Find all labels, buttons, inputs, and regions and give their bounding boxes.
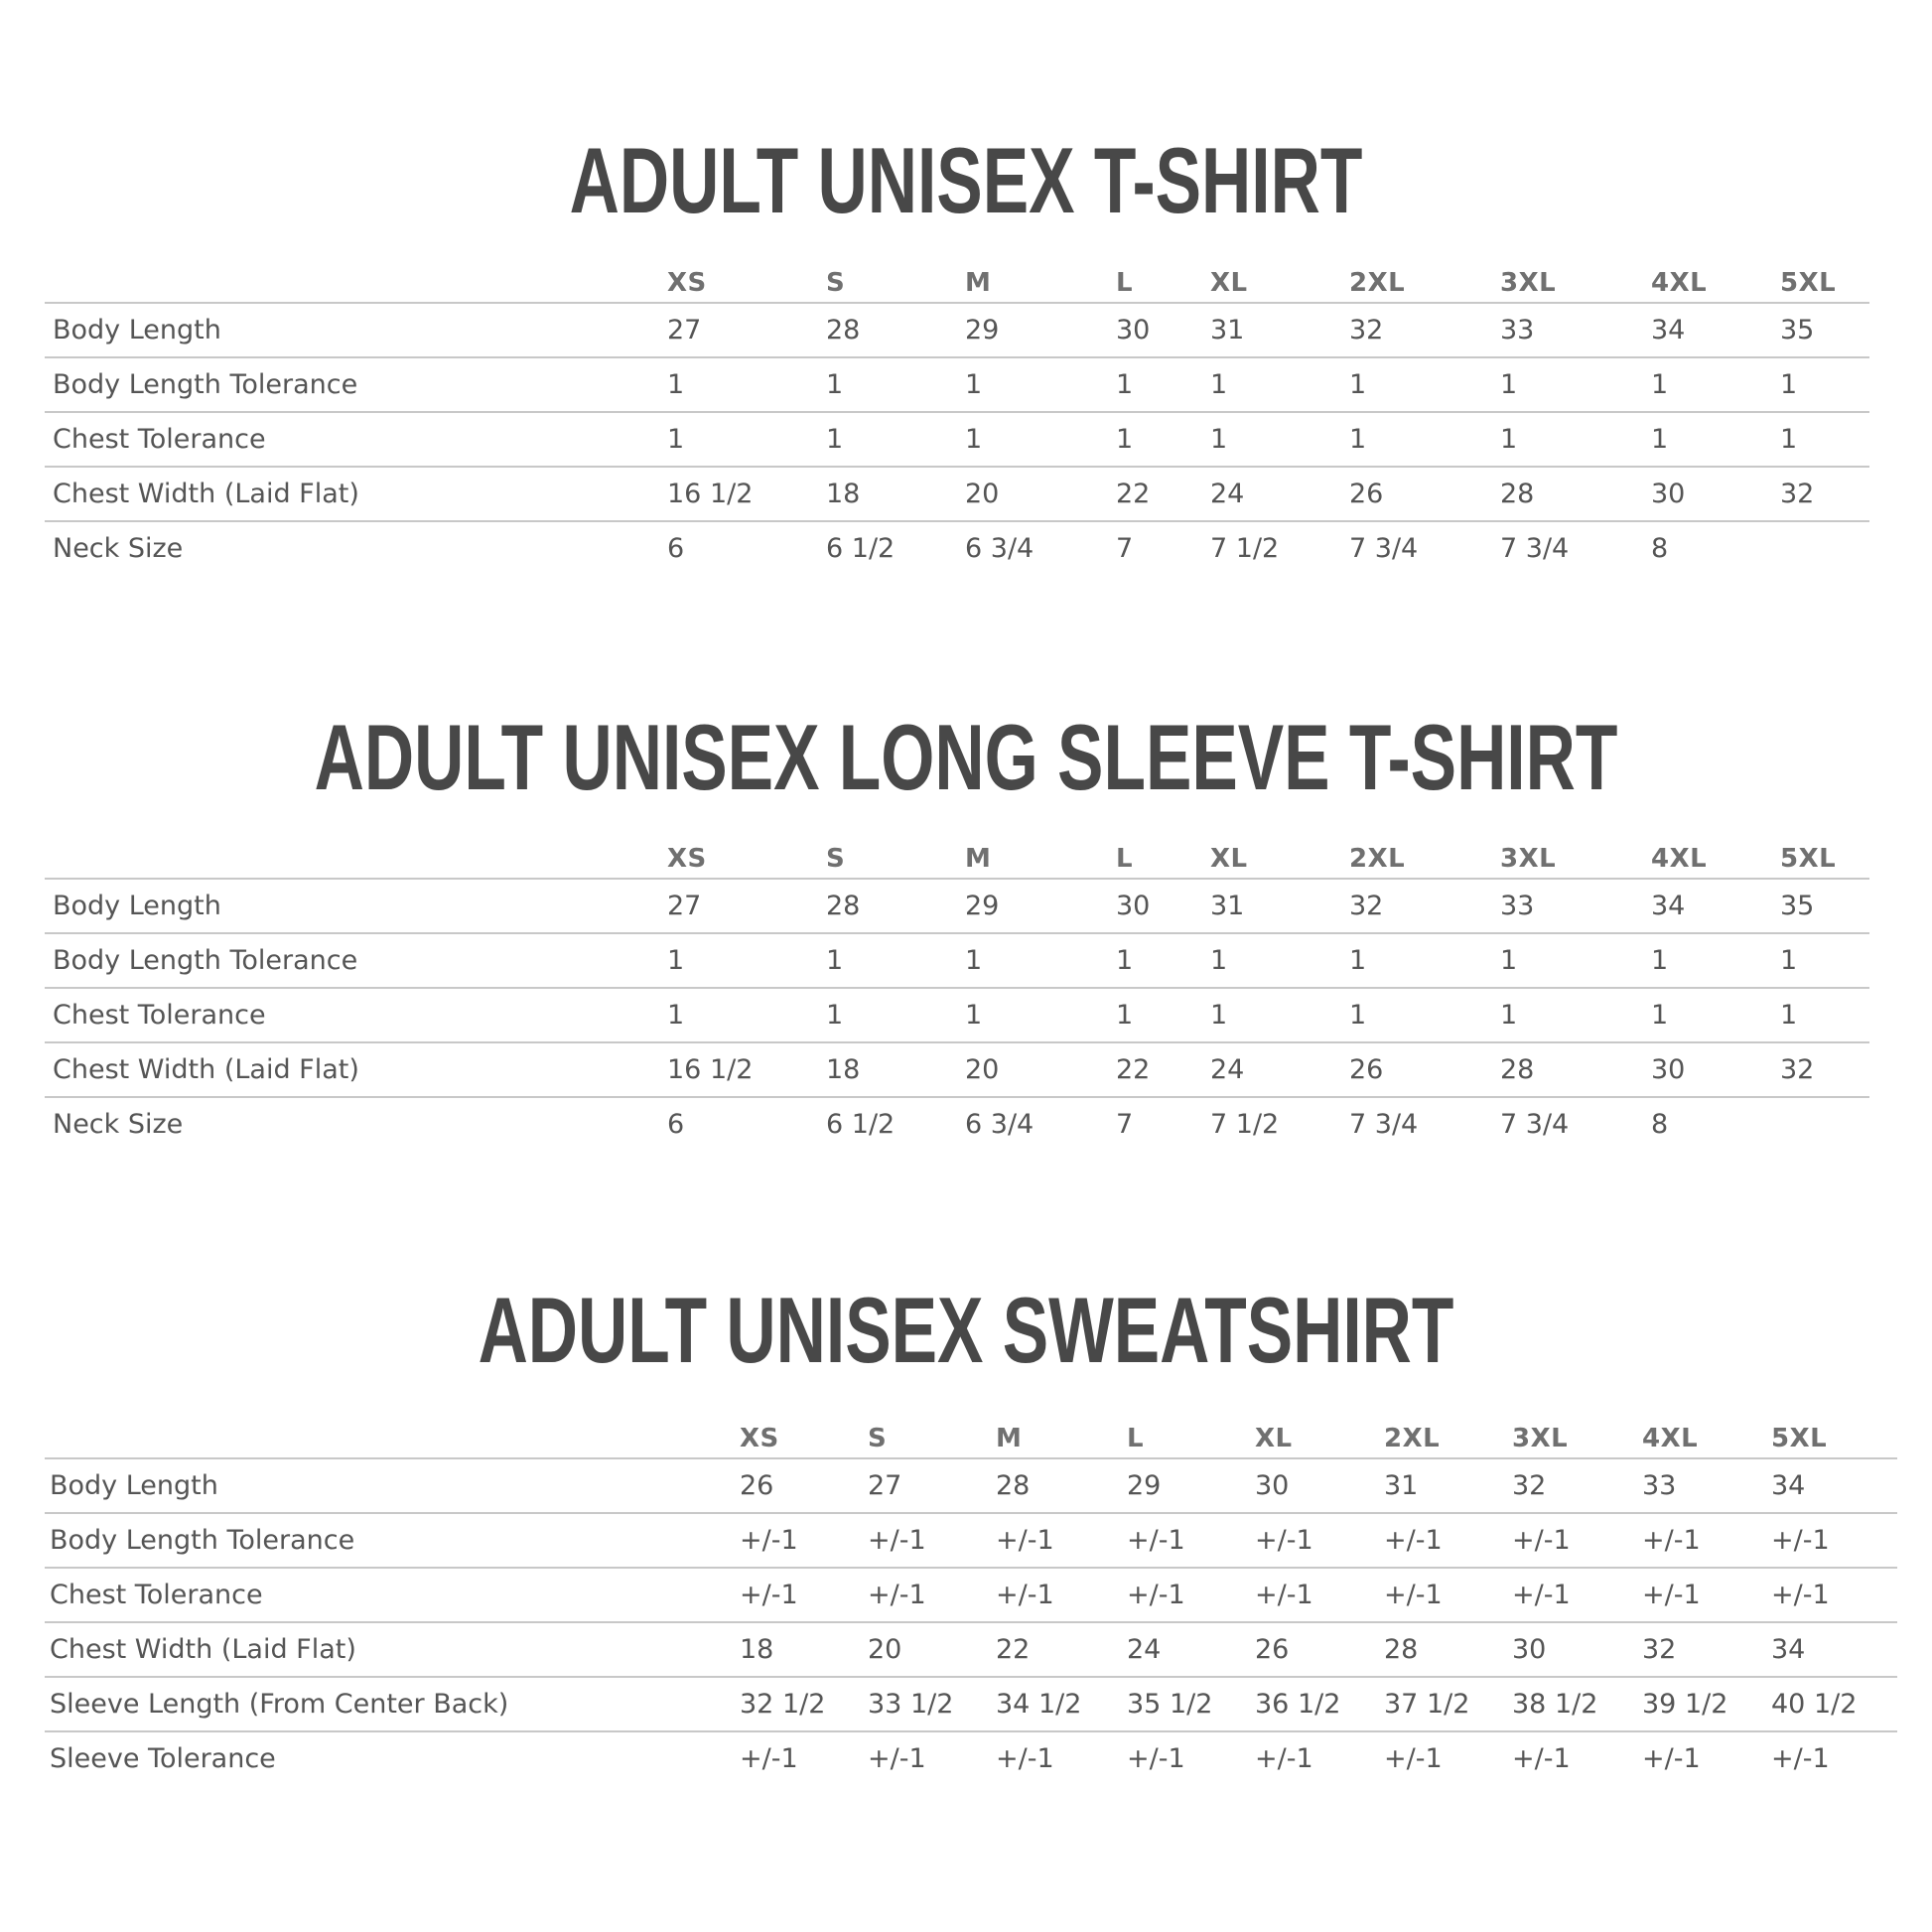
measurement-cell: 1 bbox=[667, 988, 826, 1042]
measurement-cell: 16 1/2 bbox=[667, 467, 826, 521]
measurement-cell: 6 3/4 bbox=[965, 1109, 1035, 1140]
long-sleeve-size-table bbox=[45, 830, 1869, 1151]
size-header: 3XL bbox=[1500, 830, 1651, 879]
measurement-cell: 1 bbox=[965, 357, 1116, 412]
measurement-cell: 1 bbox=[667, 933, 826, 988]
measurement-cell: 6 3/4 bbox=[965, 533, 1035, 564]
table-row bbox=[45, 467, 1869, 521]
size-header: 2XL bbox=[1384, 1410, 1512, 1458]
measurement-cell: 34 1/2 bbox=[996, 1677, 1127, 1731]
measurement-cell: +/-1 bbox=[1771, 1743, 1830, 1774]
size-header: M bbox=[965, 254, 1116, 303]
measurement-cell: 1 bbox=[826, 412, 965, 467]
measurement-cell: 32 bbox=[1512, 1458, 1642, 1513]
size-header: S bbox=[826, 830, 965, 879]
measurement-cell: +/-1 bbox=[1642, 1743, 1701, 1774]
measurement-cell: 1 bbox=[667, 357, 826, 412]
measurement-cell: 28 bbox=[1500, 1042, 1651, 1097]
measurement-cell: 32 1/2 bbox=[740, 1677, 868, 1731]
measurement-cell: 1 bbox=[1116, 357, 1210, 412]
size-header: 4XL bbox=[1651, 254, 1780, 303]
measurement-cell: 1 bbox=[1780, 357, 1869, 412]
measurement-cell: +/-1 bbox=[1771, 1513, 1897, 1568]
measurement-cell: +/-1 bbox=[740, 1568, 868, 1622]
table-row bbox=[45, 303, 1869, 357]
measurement-cell: 1 bbox=[965, 933, 1116, 988]
measurement-cell: 6 bbox=[667, 533, 685, 564]
tshirt-rows bbox=[45, 303, 1869, 575]
table-row bbox=[45, 988, 1869, 1042]
measurement-cell: 18 bbox=[826, 467, 965, 521]
table-row bbox=[45, 1677, 1897, 1731]
row-label: Body Length bbox=[45, 1458, 740, 1513]
measurement-cell: +/-1 bbox=[1771, 1568, 1897, 1622]
long-sleeve-rows bbox=[45, 879, 1869, 1151]
measurement-cell: 1 bbox=[826, 988, 965, 1042]
measurement-cell: +/-1 bbox=[1384, 1743, 1443, 1774]
measurement-cell: 33 1/2 bbox=[868, 1677, 996, 1731]
table-row bbox=[45, 521, 1869, 575]
row-label: Body Length bbox=[45, 303, 667, 357]
table-row bbox=[45, 1568, 1897, 1622]
measurement-cell: 29 bbox=[965, 879, 1116, 933]
measurement-cell: +/-1 bbox=[1512, 1513, 1642, 1568]
measurement-cell: 30 bbox=[1651, 1042, 1780, 1097]
size-header-row bbox=[45, 254, 1869, 303]
row-label: Body Length Tolerance bbox=[45, 357, 667, 412]
measurement-cell: 22 bbox=[996, 1622, 1127, 1677]
row-label: Body Length Tolerance bbox=[45, 1513, 740, 1568]
measurement-cell: 32 bbox=[1780, 467, 1869, 521]
size-header: S bbox=[868, 1410, 996, 1458]
measurement-cell: +/-1 bbox=[868, 1513, 996, 1568]
size-header: M bbox=[996, 1410, 1127, 1458]
measurement-cell: 28 bbox=[996, 1458, 1127, 1513]
size-header: 5XL bbox=[1771, 1410, 1897, 1458]
table-row bbox=[45, 357, 1869, 412]
measurement-cell: 20 bbox=[965, 1042, 1116, 1097]
measurement-cell: 34 bbox=[1771, 1458, 1897, 1513]
measurement-cell: 16 1/2 bbox=[667, 1042, 826, 1097]
measurement-cell: 30 bbox=[1116, 303, 1210, 357]
measurement-cell: 26 bbox=[1349, 467, 1500, 521]
table-row bbox=[45, 412, 1869, 467]
measurement-cell: 1 bbox=[1780, 412, 1869, 467]
measurement-cell: 26 bbox=[1349, 1042, 1500, 1097]
measurement-cell: +/-1 bbox=[996, 1568, 1127, 1622]
measurement-cell: 24 bbox=[1127, 1622, 1255, 1677]
measurement-cell: +/-1 bbox=[1512, 1743, 1571, 1774]
measurement-cell: 30 bbox=[1255, 1458, 1384, 1513]
size-header-row bbox=[45, 1410, 1897, 1458]
measurement-cell: 22 bbox=[1116, 1042, 1210, 1097]
row-label: Sleeve Length (From Center Back) bbox=[45, 1677, 740, 1731]
size-header: S bbox=[826, 254, 965, 303]
measurement-cell: 31 bbox=[1384, 1458, 1512, 1513]
measurement-cell: +/-1 bbox=[1127, 1568, 1255, 1622]
measurement-cell: 1 bbox=[1651, 357, 1780, 412]
table-row bbox=[45, 1458, 1897, 1513]
row-label-header bbox=[45, 254, 667, 303]
table-row bbox=[45, 879, 1869, 933]
measurement-cell: 22 bbox=[1116, 467, 1210, 521]
long-sleeve-title: ADULT UNISEX LONG SLEEVE T-SHIRT bbox=[314, 705, 1618, 809]
measurement-cell: 32 bbox=[1349, 303, 1500, 357]
measurement-cell: +/-1 bbox=[740, 1743, 798, 1774]
size-header: XS bbox=[667, 254, 826, 303]
measurement-cell: 1 bbox=[1500, 933, 1651, 988]
sweatshirt-title: ADULT UNISEX SWEATSHIRT bbox=[478, 1278, 1454, 1382]
measurement-cell: +/-1 bbox=[1642, 1513, 1771, 1568]
measurement-cell: 32 bbox=[1642, 1622, 1771, 1677]
row-label: Chest Tolerance bbox=[45, 988, 667, 1042]
measurement-cell: 6 bbox=[667, 1109, 685, 1140]
measurement-cell: 35 bbox=[1780, 879, 1869, 933]
measurement-cell: +/-1 bbox=[740, 1513, 868, 1568]
measurement-cell: 1 bbox=[1210, 357, 1349, 412]
measurement-cell: 7 3/4 bbox=[1349, 533, 1419, 564]
measurement-cell: 1 bbox=[1349, 933, 1500, 988]
measurement-cell: 7 1/2 bbox=[1210, 1109, 1280, 1140]
row-label: Body Length Tolerance bbox=[45, 933, 667, 988]
measurement-cell: 27 bbox=[667, 879, 826, 933]
measurement-cell: +/-1 bbox=[1255, 1568, 1384, 1622]
row-label: Sleeve Tolerance bbox=[50, 1743, 276, 1774]
measurement-cell: 1 bbox=[1651, 933, 1780, 988]
measurement-cell: 7 bbox=[1116, 1109, 1134, 1140]
measurement-cell: 1 bbox=[1116, 988, 1210, 1042]
measurement-cell: 1 bbox=[1116, 412, 1210, 467]
size-header: 2XL bbox=[1349, 254, 1500, 303]
size-header: XS bbox=[740, 1410, 868, 1458]
measurement-cell: 29 bbox=[1127, 1458, 1255, 1513]
measurement-cell: 1 bbox=[1780, 933, 1869, 988]
measurement-cell: 7 3/4 bbox=[1349, 1109, 1419, 1140]
measurement-cell: 1 bbox=[965, 412, 1116, 467]
size-header: L bbox=[1116, 830, 1210, 879]
measurement-cell: 1 bbox=[1349, 988, 1500, 1042]
measurement-cell: 33 bbox=[1500, 879, 1651, 933]
measurement-cell: 24 bbox=[1210, 1042, 1349, 1097]
measurement-cell: 1 bbox=[1651, 412, 1780, 467]
measurement-cell: 1 bbox=[1500, 988, 1651, 1042]
measurement-cell: 7 bbox=[1116, 533, 1134, 564]
size-header: L bbox=[1116, 254, 1210, 303]
size-header: 4XL bbox=[1651, 830, 1780, 879]
measurement-cell: 1 bbox=[1210, 988, 1349, 1042]
measurement-cell: 1 bbox=[1349, 357, 1500, 412]
sweatshirt-rows bbox=[45, 1458, 1897, 1785]
size-header: 5XL bbox=[1780, 830, 1869, 879]
size-header: 3XL bbox=[1500, 254, 1651, 303]
row-label-header bbox=[45, 830, 667, 879]
table-row bbox=[45, 1097, 1869, 1151]
measurement-cell: 20 bbox=[868, 1622, 996, 1677]
row-label: Chest Width (Laid Flat) bbox=[45, 1622, 740, 1677]
size-header: M bbox=[965, 830, 1116, 879]
size-header: 2XL bbox=[1349, 830, 1500, 879]
measurement-cell: 1 bbox=[826, 933, 965, 988]
measurement-cell: 28 bbox=[1500, 467, 1651, 521]
measurement-cell: 35 bbox=[1780, 303, 1869, 357]
measurement-cell: 32 bbox=[1349, 879, 1500, 933]
tshirt-title: ADULT UNISEX T-SHIRT bbox=[569, 128, 1363, 232]
measurement-cell: 1 bbox=[1349, 412, 1500, 467]
measurement-cell: +/-1 bbox=[996, 1743, 1054, 1774]
row-label: Body Length bbox=[45, 879, 667, 933]
measurement-cell: 38 1/2 bbox=[1512, 1677, 1642, 1731]
measurement-cell: +/-1 bbox=[1384, 1568, 1512, 1622]
measurement-cell: 27 bbox=[868, 1458, 996, 1513]
table-row bbox=[45, 933, 1869, 988]
measurement-cell: 30 bbox=[1116, 879, 1210, 933]
measurement-cell: 1 bbox=[1780, 988, 1869, 1042]
measurement-cell: 34 bbox=[1651, 303, 1780, 357]
size-header: 4XL bbox=[1642, 1410, 1771, 1458]
measurement-cell: 36 1/2 bbox=[1255, 1677, 1384, 1731]
measurement-cell: 1 bbox=[1651, 988, 1780, 1042]
size-header: XL bbox=[1210, 830, 1349, 879]
size-header: XL bbox=[1255, 1410, 1384, 1458]
measurement-cell: 31 bbox=[1210, 303, 1349, 357]
measurement-cell: 34 bbox=[1651, 879, 1780, 933]
row-label: Neck Size bbox=[53, 533, 184, 564]
measurement-cell: +/-1 bbox=[996, 1513, 1127, 1568]
measurement-cell: 7 3/4 bbox=[1500, 533, 1570, 564]
measurement-cell bbox=[1780, 521, 1869, 575]
measurement-cell: 27 bbox=[667, 303, 826, 357]
size-header: 5XL bbox=[1780, 254, 1869, 303]
measurement-cell: 8 bbox=[1651, 1109, 1669, 1140]
measurement-cell: 28 bbox=[826, 303, 965, 357]
measurement-cell: 7 1/2 bbox=[1210, 533, 1280, 564]
table-row bbox=[45, 1731, 1897, 1785]
measurement-cell: 1 bbox=[1210, 933, 1349, 988]
row-label: Chest Width (Laid Flat) bbox=[45, 1042, 667, 1097]
measurement-cell: 30 bbox=[1512, 1622, 1642, 1677]
measurement-cell: 6 1/2 bbox=[826, 1109, 896, 1140]
measurement-cell: 1 bbox=[667, 412, 826, 467]
measurement-cell: +/-1 bbox=[1384, 1513, 1512, 1568]
measurement-cell: 8 bbox=[1651, 533, 1669, 564]
measurement-cell: 35 1/2 bbox=[1127, 1677, 1255, 1731]
measurement-cell: +/-1 bbox=[1127, 1513, 1255, 1568]
table-row bbox=[45, 1042, 1869, 1097]
measurement-cell: 7 3/4 bbox=[1500, 1109, 1570, 1140]
measurement-cell: 1 bbox=[1500, 357, 1651, 412]
table-row bbox=[45, 1513, 1897, 1568]
measurement-cell: +/-1 bbox=[1255, 1743, 1313, 1774]
row-label: Chest Tolerance bbox=[45, 1568, 740, 1622]
measurement-cell: 1 bbox=[1500, 412, 1651, 467]
measurement-cell: 18 bbox=[826, 1042, 965, 1097]
measurement-cell: 26 bbox=[740, 1458, 868, 1513]
size-header: XS bbox=[667, 830, 826, 879]
size-header: 3XL bbox=[1512, 1410, 1642, 1458]
size-header-row bbox=[45, 830, 1869, 879]
measurement-cell: 1 bbox=[1210, 412, 1349, 467]
measurement-cell: 28 bbox=[1384, 1622, 1512, 1677]
measurement-cell: 32 bbox=[1780, 1042, 1869, 1097]
size-header: L bbox=[1127, 1410, 1255, 1458]
measurement-cell: 26 bbox=[1255, 1622, 1384, 1677]
row-label: Neck Size bbox=[53, 1109, 184, 1140]
measurement-cell: +/-1 bbox=[1512, 1568, 1642, 1622]
measurement-cell: 24 bbox=[1210, 467, 1349, 521]
measurement-cell: 1 bbox=[1116, 933, 1210, 988]
tshirt-size-table bbox=[45, 254, 1869, 575]
measurement-cell: 31 bbox=[1210, 879, 1349, 933]
row-label: Chest Width (Laid Flat) bbox=[45, 467, 667, 521]
row-label: Chest Tolerance bbox=[45, 412, 667, 467]
row-label-header bbox=[45, 1410, 740, 1458]
measurement-cell: 6 1/2 bbox=[826, 533, 896, 564]
table-row bbox=[45, 1622, 1897, 1677]
measurement-cell: 34 bbox=[1771, 1622, 1897, 1677]
measurement-cell: +/-1 bbox=[868, 1568, 996, 1622]
measurement-cell: 37 1/2 bbox=[1384, 1677, 1512, 1731]
measurement-cell: 33 bbox=[1642, 1458, 1771, 1513]
measurement-cell bbox=[1780, 1097, 1869, 1151]
measurement-cell: +/-1 bbox=[1127, 1743, 1185, 1774]
measurement-cell: 1 bbox=[965, 988, 1116, 1042]
measurement-cell: 33 bbox=[1500, 303, 1651, 357]
measurement-cell: 40 1/2 bbox=[1771, 1677, 1897, 1731]
measurement-cell: 29 bbox=[965, 303, 1116, 357]
measurement-cell: 1 bbox=[826, 357, 965, 412]
measurement-cell: 39 1/2 bbox=[1642, 1677, 1771, 1731]
measurement-cell: 20 bbox=[965, 467, 1116, 521]
measurement-cell: 30 bbox=[1651, 467, 1780, 521]
measurement-cell: +/-1 bbox=[1255, 1513, 1384, 1568]
size-header: XL bbox=[1210, 254, 1349, 303]
measurement-cell: 28 bbox=[826, 879, 965, 933]
sweatshirt-size-table bbox=[45, 1410, 1897, 1785]
measurement-cell: +/-1 bbox=[1642, 1568, 1771, 1622]
measurement-cell: +/-1 bbox=[868, 1743, 926, 1774]
measurement-cell: 18 bbox=[740, 1622, 868, 1677]
